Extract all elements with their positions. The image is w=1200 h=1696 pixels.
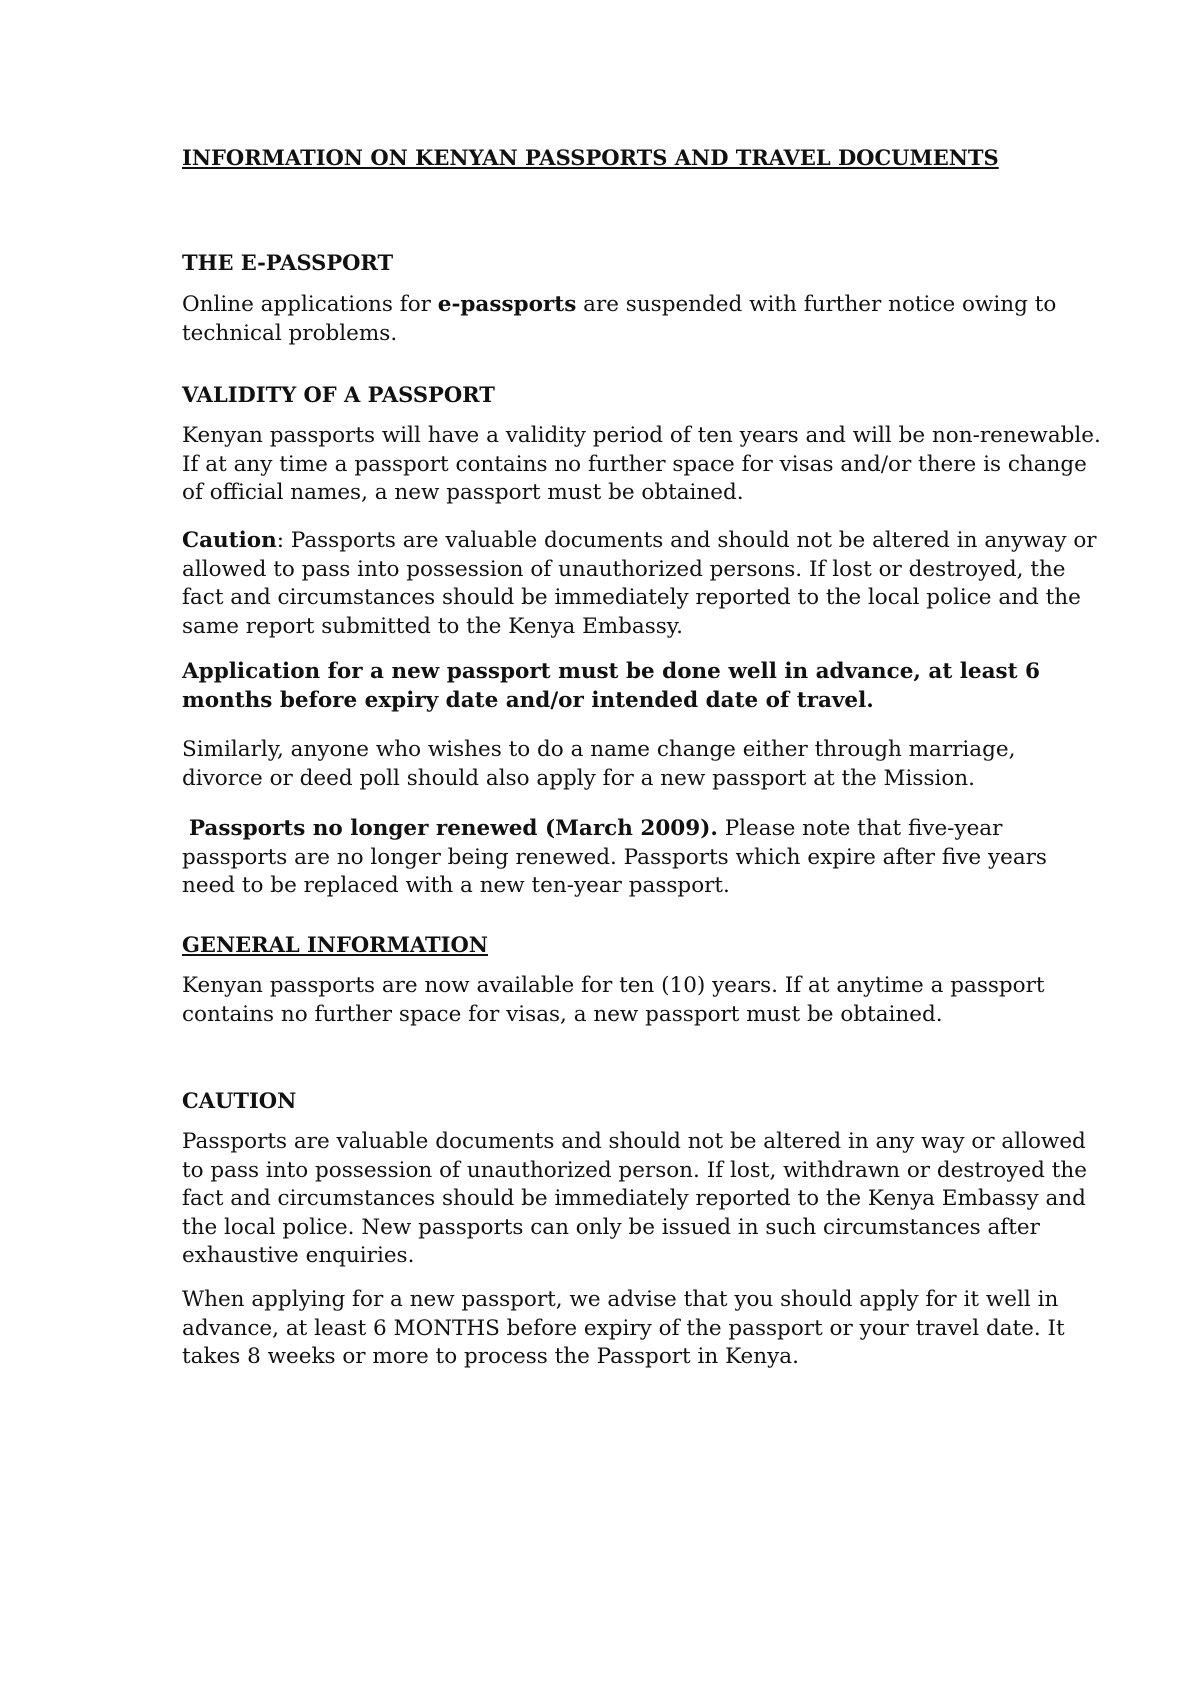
applying-paragraph: When applying for a new passport, we advise that you should apply for it well in advance, at least 6 MONTHS before expiry of the passport or your travel date. It takes 8 weeks or more to process the Passport in Kenya. [182,1287,1065,1369]
epassport-bold: e-passports [437,292,577,317]
general-paragraph: Kenyan passports are now available for ten (10) years. If at anytime a passport contains no further space for visas, a new passport must be obtained. [182,973,1045,1027]
caution-paragraph: Passports are valuable documents and should not be altered in any way or allowed to pass into possession of unauthorized person. If lost, withdrawn or destroyed the fact and circumstances should be immediately reported to the Kenya Embassy and the local police. New passports can only be issued in such circumstances after exhaustive enquiries. [182,1129,1087,1268]
caution-short-paragraph [182,527,1102,641]
epassport-heading: THE E-PASSPORT [182,250,394,275]
caution-short-label: Caution [182,528,277,553]
advance-notice-paragraph: Application for a new passport must be done well in advance, at least 6 months before expiry date and/or intended date of travel. [182,659,1040,713]
name-change-paragraph: Similarly, anyone who wishes to do a name change either through marriage, divorce or deed poll should also apply for a new passport at the Mission. [182,737,1016,791]
no-longer-renewed-bold: Passports no longer renewed (March 2009). [188,816,718,841]
validity-heading: VALIDITY OF A PASSPORT [182,382,495,407]
no-longer-renewed-paragraph [182,815,1102,901]
epassport-text-before: Online applications for [182,292,438,317]
epassport-paragraph [182,291,1102,348]
document-title: INFORMATION ON KENYAN PASSPORTS AND TRAVEL DOCUMENTS [182,145,999,170]
caution-heading: CAUTION [182,1088,297,1113]
no-longer-renewed-text: Please note that five-year passports are no longer being renewed. Passports which expire after five years need to be replaced with a new ten-year passport. [182,816,1047,898]
epassport-text-after: are suspended with further notice owing to technical problems. [182,292,1057,346]
validity-paragraph: Kenyan passports will have a validity period of ten years and will be non-renewable. If at any time a passport contains no further space for visas and/or there is change of official names, a new passport must be obtained. [182,423,1101,505]
general-heading: GENERAL INFORMATION [182,932,488,957]
caution-short-text: : Passports are valuable documents and should not be altered in anyway or allowed to pass into possession of unauthorized persons. If lost or destroyed, the fact and circumstances should be immediately reported to the local police and the same report submitted to the Kenya Embassy. [182,528,1097,639]
